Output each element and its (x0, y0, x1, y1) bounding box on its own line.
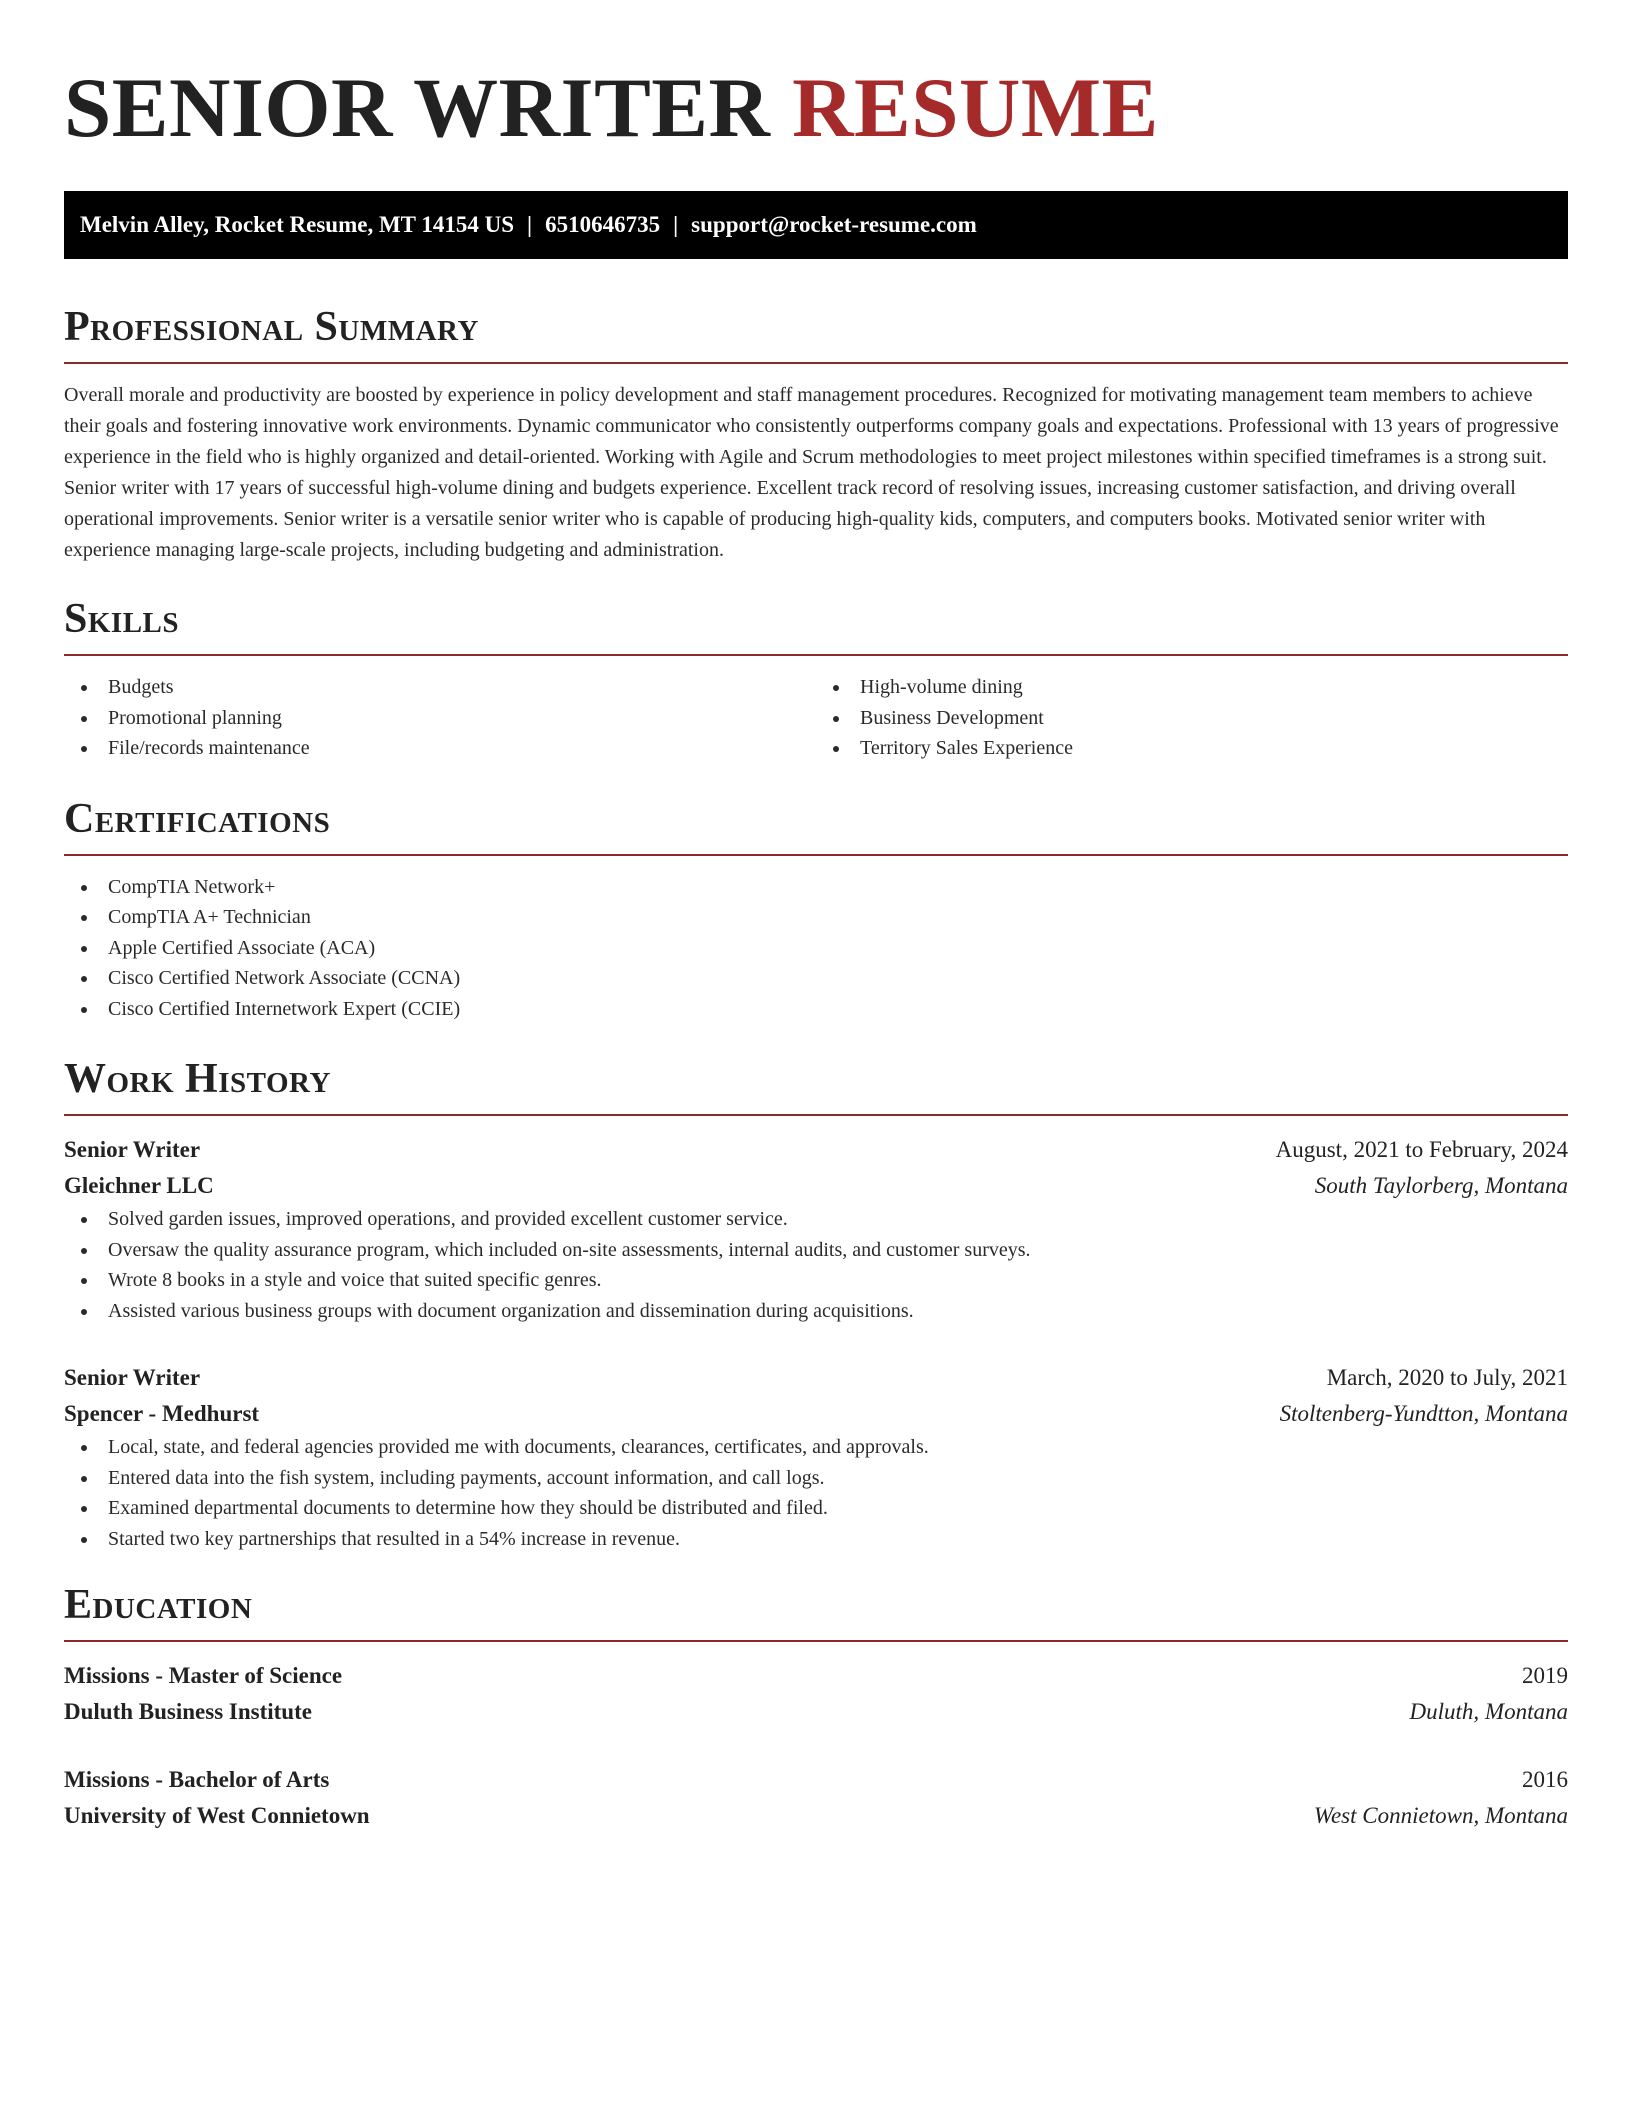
certifications-section (64, 794, 1568, 1025)
education-heading: Education (64, 1582, 253, 1628)
section-divider (64, 362, 1568, 364)
contact-separator: | (527, 212, 533, 237)
education-degree: Missions - Master of Science (64, 1663, 343, 1688)
skills-columns (64, 672, 1568, 764)
job-bullets (64, 1204, 1568, 1326)
skills-section (64, 594, 1568, 764)
contact-phone: 6510646735 (545, 212, 661, 237)
education-degree: Missions - Bachelor of Arts (64, 1767, 330, 1792)
job-entry (64, 1132, 1568, 1326)
resume-title (64, 56, 1568, 156)
education-year: 2016 (1522, 1767, 1568, 1792)
job-title: Senior Writer (64, 1365, 201, 1390)
education-school-row (64, 1798, 1568, 1834)
education-location: West Connietown, Montana (1313, 1803, 1568, 1828)
job-title: Senior Writer (64, 1137, 201, 1162)
work-history-heading: Work History (64, 1056, 331, 1102)
skills-list-right (816, 672, 1568, 764)
job-bullet: Assisted various business groups with document organization and dissemination during acquisitions. (64, 1296, 1568, 1327)
job-location: South Taylorberg, Montana (1314, 1173, 1568, 1198)
work-history-section (64, 1054, 1568, 1554)
skills-list-left (64, 672, 816, 764)
job-location: Stoltenberg-Yundtton, Montana (1279, 1401, 1568, 1426)
job-header-row (64, 1360, 1568, 1396)
job-bullet: Entered data into the fish system, including payments, account information, and call logs. (64, 1463, 1568, 1494)
contact-email: support@rocket-resume.com (691, 212, 977, 237)
section-divider (64, 854, 1568, 856)
education-section (64, 1580, 1568, 1834)
education-entry (64, 1762, 1568, 1834)
education-school: University of West Connietown (64, 1803, 370, 1828)
education-degree-row (64, 1658, 1568, 1694)
education-school-row (64, 1694, 1568, 1730)
job-bullet: Solved garden issues, improved operations, and provided excellent customer service. (64, 1204, 1568, 1235)
section-divider (64, 654, 1568, 656)
job-bullet: Oversaw the quality assurance program, which included on-site assessments, internal audits, and customer surveys. (64, 1235, 1568, 1266)
job-company-row (64, 1396, 1568, 1432)
job-bullet: Local, state, and federal agencies provided me with documents, clearances, certificates, and approvals. (64, 1432, 1568, 1463)
skill-item: High-volume dining (816, 672, 1568, 703)
job-header-row (64, 1132, 1568, 1168)
section-divider (64, 1114, 1568, 1116)
skill-item: Territory Sales Experience (816, 733, 1568, 764)
title-accent: RESUME (792, 61, 1159, 155)
certification-item: CompTIA A+ Technician (64, 902, 1568, 933)
job-entry (64, 1360, 1568, 1554)
certification-item: Apple Certified Associate (ACA) (64, 933, 1568, 964)
skill-item: Promotional planning (64, 703, 816, 734)
contact-separator: | (673, 212, 679, 237)
certification-item: Cisco Certified Internetwork Expert (CCIE) (64, 994, 1568, 1025)
certifications-heading: Certifications (64, 795, 331, 842)
skill-item: File/records maintenance (64, 733, 816, 764)
certifications-list (64, 872, 1568, 1025)
certification-item: Cisco Certified Network Associate (CCNA) (64, 963, 1568, 994)
skill-item: Business Development (816, 703, 1568, 734)
job-company: Spencer - Medhurst (64, 1401, 260, 1426)
skill-item: Budgets (64, 672, 816, 703)
job-dates: August, 2021 to February, 2024 (1275, 1137, 1568, 1162)
summary-heading: Professional Summary (64, 304, 479, 350)
contact-bar (64, 191, 1568, 259)
summary-section (64, 302, 1568, 566)
job-company-row (64, 1168, 1568, 1204)
education-degree-row (64, 1762, 1568, 1798)
job-bullet: Started two key partnerships that resulted in a 54% increase in revenue. (64, 1524, 1568, 1555)
education-location: Duluth, Montana (1409, 1699, 1568, 1724)
education-year: 2019 (1522, 1663, 1568, 1688)
job-bullet: Examined departmental documents to determine how they should be distributed and filed. (64, 1493, 1568, 1524)
contact-address: Melvin Alley, Rocket Resume, MT 14154 US (80, 212, 514, 237)
education-school: Duluth Business Institute (64, 1699, 312, 1724)
job-bullets (64, 1432, 1568, 1554)
job-bullet: Wrote 8 books in a style and voice that suited specific genres. (64, 1265, 1568, 1296)
job-dates: March, 2020 to July, 2021 (1326, 1365, 1568, 1390)
summary-text: Overall morale and productivity are boosted by experience in policy development and staff management procedures. Recognized for motivating management team members to achieve their goals and fostering innovative work environments. Dynamic communicator who consistently outperforms company goals and expectations. Professional with 13 years of progressive experience in the field who is highly organized and detail-oriented. Working with Agile and Scrum methodologies to meet project milestones within specified timeframes is a strong suit. Senior writer with 17 years of successful high-volume dining and budgets experience. Excellent track record of resolving issues, increasing customer satisfaction, and driving overall operational improvements. Senior writer is a versatile senior writer who is capable of producing high-quality kids, computers, and computers books. Motivated senior writer with experience managing large-scale projects, including budgeting and administration. (64, 384, 1559, 561)
title-main: SENIOR WRITER (64, 61, 771, 155)
skills-heading: Skills (64, 596, 180, 642)
education-entry (64, 1658, 1568, 1730)
section-divider (64, 1640, 1568, 1642)
job-company: Gleichner LLC (64, 1173, 214, 1198)
certification-item: CompTIA Network+ (64, 872, 1568, 903)
